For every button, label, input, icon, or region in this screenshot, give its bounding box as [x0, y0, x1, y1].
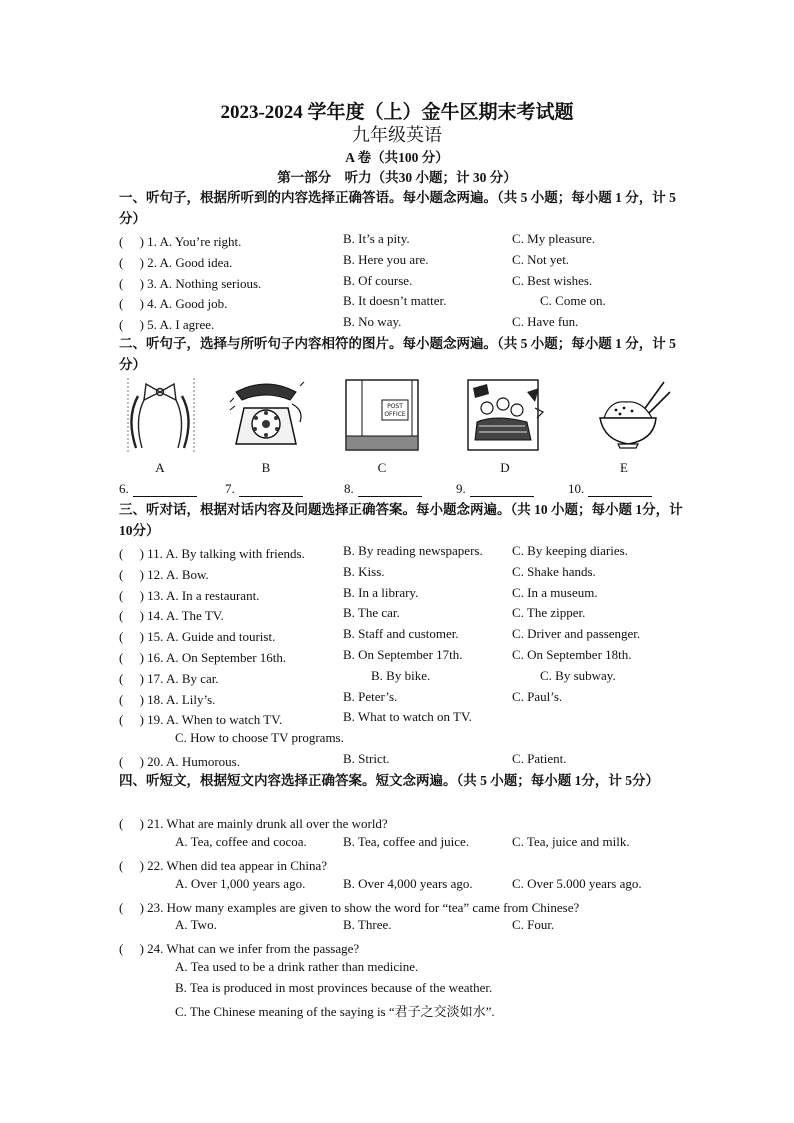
option-c: C. Not yet.	[512, 252, 570, 267]
option-c: C. The zipper.	[512, 605, 586, 620]
answer-line	[358, 484, 422, 497]
option-b: B. What to watch on TV.	[343, 709, 472, 724]
option-c: C. Tea, juice and milk.	[512, 834, 630, 849]
svg-text:OFFICE: OFFICE	[384, 411, 406, 418]
exam-subtitle: 九年级英语	[352, 125, 442, 145]
option-c: C. Come on.	[540, 293, 606, 308]
option-c: C. Best wishes.	[512, 273, 593, 288]
option-b: B. Three.	[343, 917, 392, 932]
option-b: B. Kiss.	[343, 564, 385, 579]
answer-blank-7[interactable]	[225, 481, 303, 497]
question-option-a: ( ) 20. A. Humorous.	[119, 754, 240, 769]
option-c: C. By keeping diaries.	[512, 543, 628, 558]
option-b: B. Peter’s.	[343, 689, 398, 704]
section3-heading: 三、听对话，根据对话内容及问题选择正确答案。每小题念两遍。（共 10 小题；每小题 1分，计 10分）	[119, 502, 683, 538]
blank-number: 6.	[119, 481, 129, 496]
exam-title: 2023-2024 学年度（上）金牛区期末考试题	[220, 102, 574, 123]
section1-heading: 一、听句子，根据所听到的内容选择正确答语。每小题念两遍。（共 5 小题；每小题 1 分，计 5分）	[119, 190, 676, 226]
option-b: B. Staff and customer.	[343, 626, 459, 641]
option-b: B. Here you are.	[343, 252, 429, 267]
question-option-a: ( ) 15. A. Guide and tourist.	[119, 629, 276, 644]
option-a: A. Tea, coffee and cocoa.	[175, 834, 307, 849]
bow-headband-picture	[120, 378, 200, 454]
option-c: C. By subway.	[540, 668, 616, 683]
answer-line	[133, 484, 197, 497]
question-stem: ( ) 21. What are mainly drunk all over the world?	[119, 816, 388, 831]
option-b: B. Tea, coffee and juice.	[343, 834, 470, 849]
svg-text:POST: POST	[387, 403, 403, 410]
blank-number: 7.	[225, 481, 235, 496]
option-b: B. On September 17th.	[343, 647, 463, 662]
option-c: C. Shake hands.	[512, 564, 596, 579]
blank-number: 9.	[456, 481, 466, 496]
question-option-a: ( ) 13. A. In a restaurant.	[119, 588, 260, 603]
option-c: C. My pleasure.	[512, 231, 596, 246]
option-c: C. Four.	[512, 917, 555, 932]
question-option-a: ( ) 17. A. By car.	[119, 671, 219, 686]
section4-heading: 四、听短文，根据短文内容选择正确答案。短文念两遍。（共 5 小题；每小题 1分，计 5分）	[119, 773, 659, 788]
rice-bowl-picture	[592, 378, 672, 454]
question-stem: ( ) 23. How many examples are given to show the word for “tea” came from Chinese?	[119, 900, 580, 915]
answer-blank-10[interactable]	[568, 481, 652, 497]
answer-line	[239, 484, 303, 497]
option-c: C. Over 5.000 years ago.	[512, 876, 642, 891]
question-option-a: ( ) 14. A. The TV.	[119, 608, 224, 623]
question-option-a: ( ) 2. A. Good idea.	[119, 255, 233, 270]
option-c: C. Driver and passenger.	[512, 626, 641, 641]
section2-heading: 二、听句子，选择与所听句子内容相符的图片。每小题念两遍。（共 5 小题；每小题 1 分，计 5分）	[119, 336, 676, 372]
option-c: C. The Chinese meaning of the saying is “君子之交淡如水”.	[175, 1004, 495, 1019]
answer-blank-9[interactable]	[456, 481, 534, 497]
option-b: B. Of course.	[343, 273, 413, 288]
option-b: B. By bike.	[371, 668, 431, 683]
option-c: C. Patient.	[512, 751, 567, 766]
option-c: C. In a museum.	[512, 585, 598, 600]
part1-label: 第一部分 听力（共30 小题；计 30 分）	[277, 170, 517, 185]
question-option-a: ( ) 4. A. Good job.	[119, 296, 228, 311]
option-b: B. By reading newspapers.	[343, 543, 483, 558]
picture-label-a: A	[155, 460, 165, 475]
answer-line	[470, 484, 534, 497]
option-c: C. On September 18th.	[512, 647, 632, 662]
blank-number: 10.	[568, 481, 585, 496]
paper-a-label: A 卷（共100 分）	[345, 150, 449, 165]
answer-blank-8[interactable]	[344, 481, 422, 497]
option-b: B. Tea is produced in most provinces because of the weather.	[175, 980, 493, 995]
question-option-a: ( ) 3. A. Nothing serious.	[119, 276, 262, 291]
picture-label-e: E	[620, 460, 628, 475]
option-c: C. How to choose TV programs.	[175, 730, 344, 745]
option-b: B. It doesn’t matter.	[343, 293, 447, 308]
option-b: B. No way.	[343, 314, 402, 329]
parade-picture	[465, 378, 545, 454]
option-b: B. The car.	[343, 605, 400, 620]
question-option-a: ( ) 19. A. When to watch TV.	[119, 712, 283, 727]
telephone-picture	[226, 378, 306, 454]
question-option-a: ( ) 16. A. On September 16th.	[119, 650, 287, 665]
option-b: B. It’s a pity.	[343, 231, 410, 246]
option-c: C. Have fun.	[512, 314, 579, 329]
question-option-a: ( ) 18. A. Lily’s.	[119, 692, 216, 707]
blank-number: 8.	[344, 481, 354, 496]
option-b: B. Strict.	[343, 751, 390, 766]
option-b: B. Over 4,000 years ago.	[343, 876, 473, 891]
option-c: C. Paul’s.	[512, 689, 563, 704]
question-option-a: ( ) 12. A. Bow.	[119, 567, 209, 582]
picture-label-b: B	[261, 460, 271, 475]
question-option-a: ( ) 1. A. You’re right.	[119, 234, 242, 249]
question-option-a: ( ) 5. A. I agree.	[119, 317, 215, 332]
option-a: A. Two.	[175, 917, 217, 932]
option-a: A. Tea used to be a drink rather than medicine.	[175, 959, 419, 974]
option-a: A. Over 1,000 years ago.	[175, 876, 306, 891]
question-stem: ( ) 22. When did tea appear in China?	[119, 858, 328, 873]
question-stem: ( ) 24. What can we infer from the passage?	[119, 941, 360, 956]
picture-label-c: C	[377, 460, 387, 475]
post-office-picture	[342, 378, 422, 454]
answer-blank-6[interactable]	[119, 481, 197, 497]
option-b: B. In a library.	[343, 585, 419, 600]
question-option-a: ( ) 11. A. By talking with friends.	[119, 546, 305, 561]
answer-line	[588, 484, 652, 497]
picture-label-d: D	[500, 460, 510, 475]
